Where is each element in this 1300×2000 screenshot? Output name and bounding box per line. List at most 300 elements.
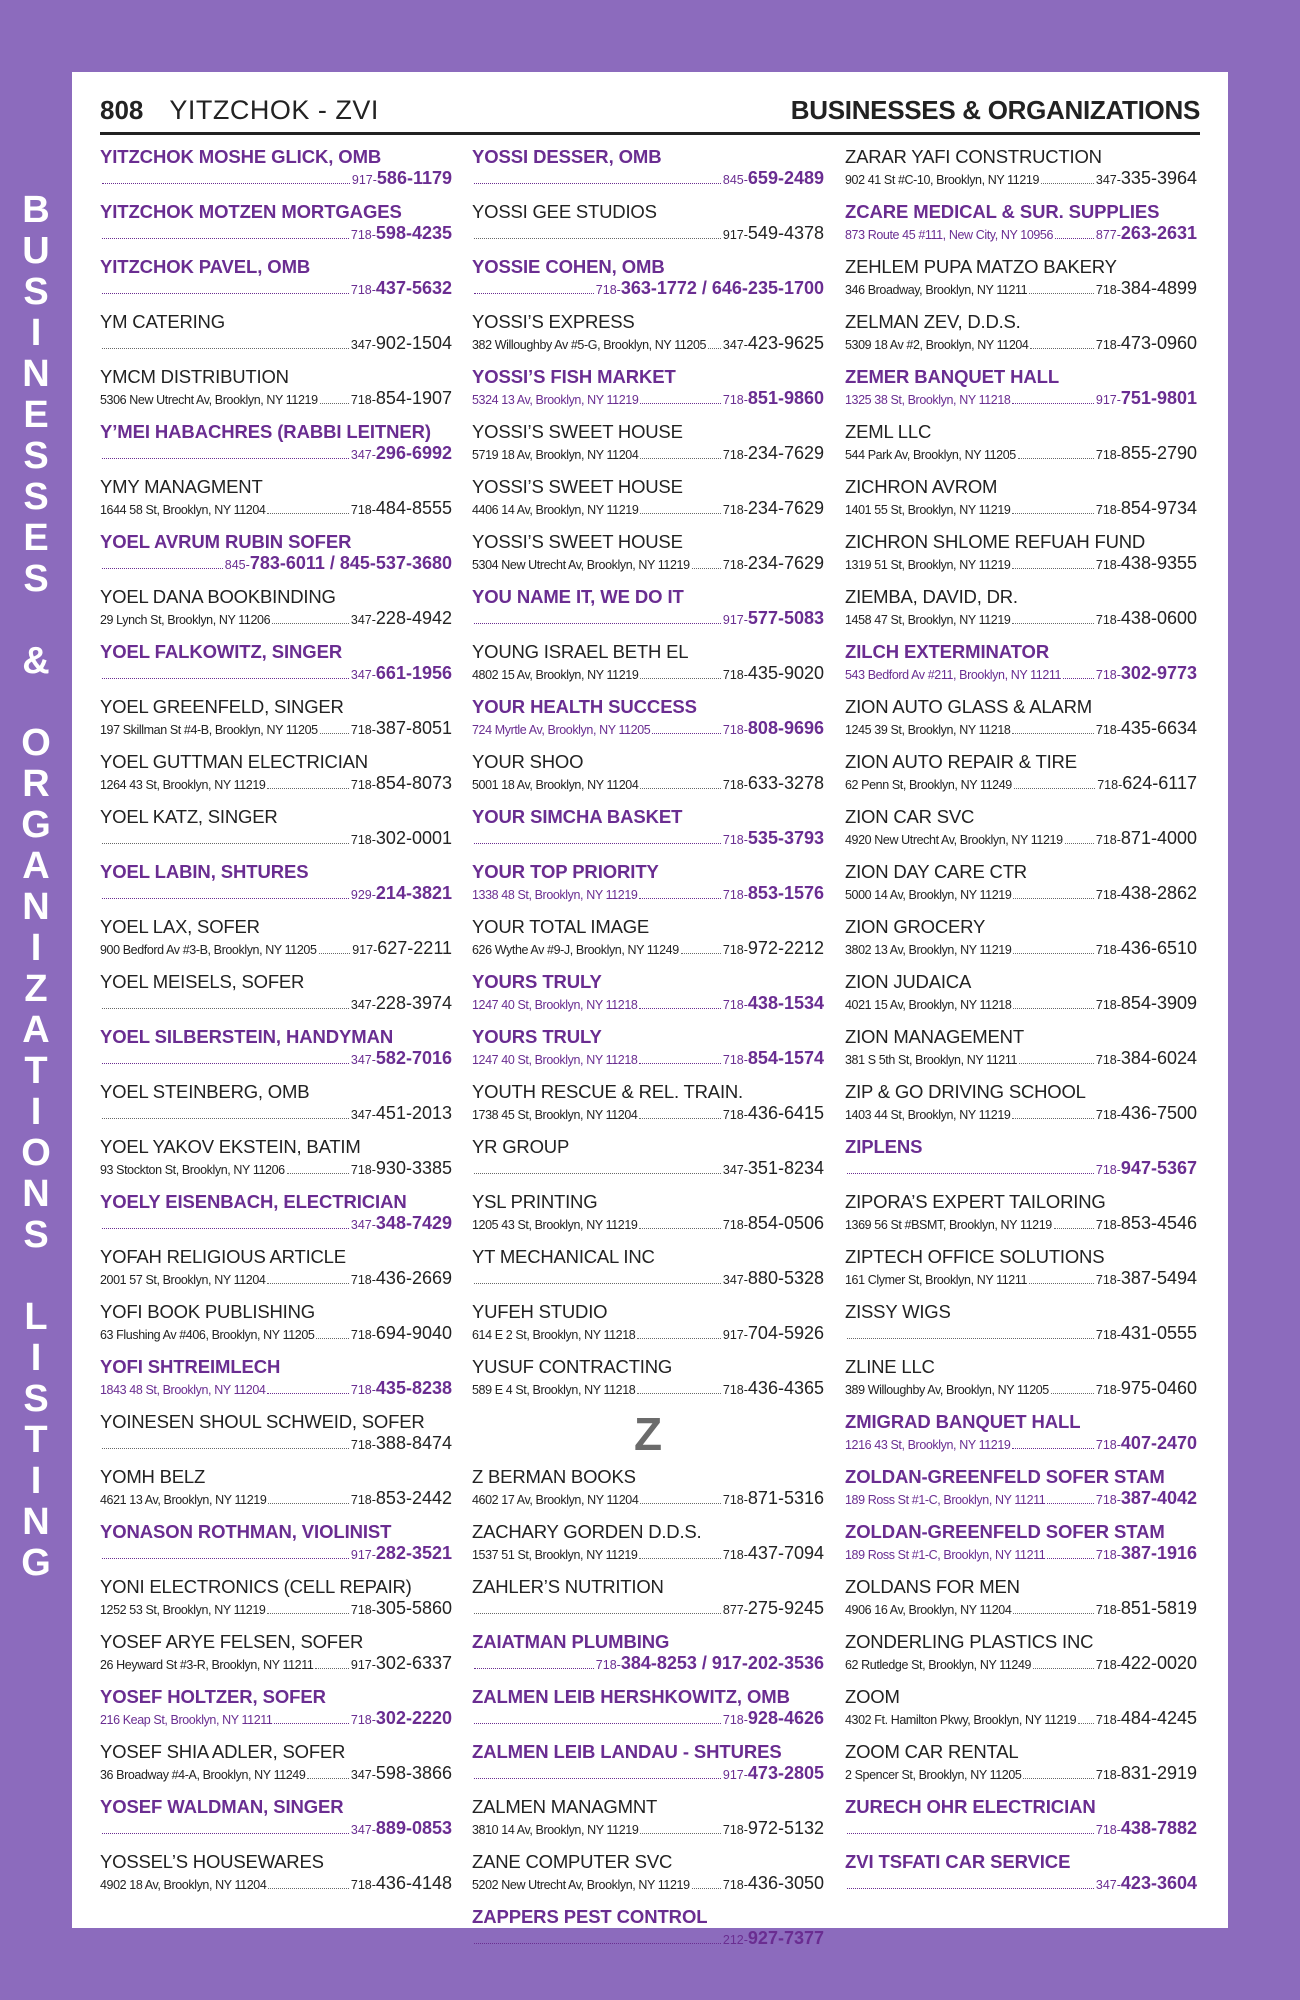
phone-area-code: 718-: [1095, 1163, 1121, 1177]
listing-entry: [472, 1737, 824, 1792]
business-name: ZIPLENS: [845, 1136, 923, 1157]
listing-entry: [472, 142, 824, 197]
listing-detail-line: [845, 828, 1197, 850]
phone-number: [351, 1048, 452, 1069]
business-address: 5306 New Utrecht Av, Brooklyn, NY 11219: [100, 393, 318, 407]
listing-entry: [100, 1242, 452, 1297]
dot-leader: [102, 567, 223, 569]
phone-number: [1096, 553, 1197, 574]
listing-detail-line: [472, 1323, 824, 1345]
phone-digits: 436-6510: [1120, 938, 1197, 958]
phone-number: [351, 388, 452, 409]
business-name: YOMH BELZ: [100, 1466, 206, 1487]
phone-area-code: 718-: [1095, 1383, 1121, 1397]
phone-digits: 436-4148: [375, 1873, 452, 1893]
business-address: 4406 14 Av, Brooklyn, NY 11219: [472, 503, 639, 517]
phone-number: [723, 388, 824, 409]
dot-leader: [1013, 1007, 1094, 1009]
dot-leader: [639, 1117, 720, 1119]
phone-area-code: 718-: [1095, 1493, 1121, 1507]
phone-digits: 387-1916: [1120, 1543, 1197, 1563]
listing-entry: [472, 252, 824, 307]
listing-entry: [845, 1407, 1197, 1462]
side-tab-letter: A: [22, 1009, 50, 1051]
business-name: YOURS TRULY: [472, 1026, 602, 1047]
phone-area-code: 718-: [1095, 613, 1121, 627]
phone-area-code: 718-: [350, 1603, 376, 1617]
phone-area-code: 718-: [1095, 723, 1121, 737]
phone-number: [1096, 1653, 1197, 1674]
listing-entry: [100, 1352, 452, 1407]
phone-number: [1096, 1158, 1197, 1179]
listing-detail-line: [845, 1433, 1197, 1455]
business-name: YOEL DANA BOOKBINDING: [100, 586, 336, 607]
phone-number: [723, 1598, 824, 1619]
business-address: 1369 56 St #BSMT, Brooklyn, NY 11219: [845, 1218, 1052, 1232]
business-name: YOELY EISENBACH, ELECTRICIAN: [100, 1191, 407, 1212]
business-address: 1264 43 St, Brooklyn, NY 11219: [100, 778, 266, 792]
dot-leader: [102, 292, 349, 294]
listing-detail-line: [845, 1543, 1197, 1565]
phone-area-code: 347-: [350, 448, 376, 462]
phone-digits: 854-9734: [1120, 498, 1197, 518]
phone-digits: 435-6634: [1120, 718, 1197, 738]
phone-area-code: 718-: [722, 1108, 748, 1122]
dot-leader: [102, 237, 349, 239]
phone-area-code: 718-: [722, 1218, 748, 1232]
side-tab-letter: I: [30, 1460, 42, 1502]
business-address: 1403 44 St, Brooklyn, NY 11219: [845, 1108, 1011, 1122]
business-name: ZION AUTO REPAIR & TIRE: [845, 751, 1077, 772]
listing-detail-line: [472, 333, 824, 355]
business-address: 1245 39 St, Brooklyn, NY 11218: [845, 723, 1011, 737]
listing-detail-line: [472, 773, 824, 795]
phone-area-code: 917-: [722, 613, 748, 627]
business-name: ZANE COMPUTER SVC: [472, 1851, 673, 1872]
phone-number: [723, 938, 824, 959]
business-address: 5000 14 Av, Brooklyn, NY 11219: [845, 888, 1012, 902]
phone-area-code: 718-: [1095, 998, 1121, 1012]
phone-number: [351, 1433, 452, 1454]
listing-entry: [472, 857, 824, 912]
phone-number: [723, 718, 824, 739]
phone-digits: 853-2442: [375, 1488, 452, 1508]
phone-digits: 880-5328: [747, 1268, 824, 1288]
phone-digits: 438-7882: [1120, 1818, 1197, 1838]
listing-detail-line: [845, 1323, 1197, 1345]
listing-detail-line: [472, 1543, 824, 1565]
business-name: YOSEF WALDMAN, SINGER: [100, 1796, 344, 1817]
business-address: 197 Skillman St #4-B, Brooklyn, NY 11205: [100, 723, 318, 737]
side-tab-letter: &: [22, 640, 50, 682]
side-tab-letter: T: [24, 1419, 48, 1461]
dot-leader: [639, 897, 720, 899]
dot-leader: [1012, 622, 1093, 624]
phone-digits: 598-3866: [375, 1763, 452, 1783]
listing-entry: [472, 417, 824, 472]
phone-number: [723, 443, 824, 464]
listing-entry: [845, 1132, 1197, 1187]
dot-leader: [1012, 512, 1093, 514]
listing-detail-line: [845, 223, 1197, 245]
phone-number: [351, 1378, 452, 1399]
phone-digits: 436-7500: [1120, 1103, 1197, 1123]
listing-entry: [100, 362, 452, 417]
phone-number: [1096, 828, 1197, 849]
listing-detail-line: [845, 993, 1197, 1015]
business-name: ZION JUDAICA: [845, 971, 972, 992]
phone-area-code: 718-: [1095, 338, 1121, 352]
phone-digits: 422-0020: [1120, 1653, 1197, 1673]
listing-detail-line: [100, 1873, 452, 1895]
phone-digits: 549-4378: [747, 223, 824, 243]
phone-area-code: 917-: [722, 1328, 748, 1342]
business-address: 1205 43 St, Brooklyn, NY 11219: [472, 1218, 638, 1232]
listing-detail-line: [100, 168, 452, 190]
phone-number: [723, 498, 824, 519]
side-tab-letter: I: [30, 1337, 42, 1379]
business-name: ZAPPERS PEST CONTROL: [472, 1906, 708, 1927]
listing-detail-line: [100, 608, 452, 630]
phone-number: [1096, 1708, 1197, 1729]
dot-leader: [1054, 1227, 1094, 1229]
listing-detail-line: [845, 1158, 1197, 1180]
dot-leader: [692, 1887, 721, 1889]
business-name: ZIPTECH OFFICE SOLUTIONS: [845, 1246, 1105, 1267]
phone-area-code: 718-: [350, 833, 376, 847]
business-name: YUSUF CONTRACTING: [472, 1356, 673, 1377]
business-name: YOSSI’S EXPRESS: [472, 311, 635, 332]
business-name: YOEL SILBERSTEIN, HANDYMAN: [100, 1026, 394, 1047]
listing-detail-line: [845, 1103, 1197, 1125]
phone-area-code: 718-: [722, 888, 748, 902]
phone-area-code: 718-: [722, 1493, 748, 1507]
listing-detail-line: [845, 1378, 1197, 1400]
phone-area-code: 718-: [722, 1713, 748, 1727]
phone-digits: 473-2805: [747, 1763, 824, 1783]
business-address: 5304 New Utrecht Av, Brooklyn, NY 11219: [472, 558, 690, 572]
dot-leader: [652, 732, 721, 734]
listing-entry: [472, 1352, 824, 1407]
side-tab-letter: S: [23, 1378, 49, 1420]
phone-area-code: 718-: [1095, 503, 1121, 517]
business-name: ZION DAY CARE CTR: [845, 861, 1027, 882]
phone-digits: 854-1907: [375, 388, 452, 408]
phone-area-code: 718-: [350, 1163, 376, 1177]
phone-digits: 854-3909: [1120, 993, 1197, 1013]
listing-column-1: [100, 142, 452, 1902]
dot-leader: [847, 1887, 1094, 1889]
listing-detail-line: [100, 883, 452, 905]
listing-entry: [845, 307, 1197, 362]
listing-entry: [472, 1187, 824, 1242]
phone-digits: 751-9801: [1120, 388, 1197, 408]
phone-area-code: 718-: [1095, 1328, 1121, 1342]
letter-range: YITZCHOK - ZVI: [169, 95, 379, 125]
listing-entry: [100, 637, 452, 692]
dot-leader: [268, 1887, 349, 1889]
phone-area-code: 718-: [350, 1438, 376, 1452]
side-tab-letter: I: [30, 312, 42, 354]
phone-area-code: 347-: [722, 338, 748, 352]
phone-area-code: 718-: [722, 393, 748, 407]
phone-digits: 431-0555: [1120, 1323, 1197, 1343]
business-name: ZMIGRAD BANQUET HALL: [845, 1411, 1081, 1432]
business-name: YOFAH RELIGIOUS ARTICLE: [100, 1246, 346, 1267]
phone-area-code: 877-: [1095, 228, 1121, 242]
business-name: YOEL FALKOWITZ, SINGER: [100, 641, 343, 662]
dot-leader: [1041, 182, 1094, 184]
listing-entry: [100, 527, 452, 582]
listing-entry: [472, 1517, 824, 1572]
listing-entry: [845, 142, 1197, 197]
listing-detail-line: [845, 663, 1197, 685]
business-name: YOFI BOOK PUBLISHING: [100, 1301, 315, 1322]
business-name: ZOLDAN-GREENFELD SOFER STAM: [845, 1466, 1165, 1487]
phone-number: [723, 1268, 824, 1289]
business-address: 4021 15 Av, Brooklyn, NY 11218: [845, 998, 1012, 1012]
phone-area-code: 718-: [1095, 448, 1121, 462]
side-tab-letter: S: [23, 435, 49, 477]
business-name: YITZCHOK MOTZEN MORTGAGES: [100, 201, 402, 222]
phone-digits: 853-1576: [747, 883, 824, 903]
phone-number: [723, 993, 824, 1014]
business-name: YOEL YAKOV EKSTEIN, BATIM: [100, 1136, 361, 1157]
listing-detail-line: [472, 1268, 824, 1290]
business-address: 1537 51 St, Brooklyn, NY 11219: [472, 1548, 638, 1562]
listing-entry: [472, 1462, 824, 1517]
letter-heading: [472, 1407, 824, 1462]
listing-entry: [845, 1792, 1197, 1847]
listing-detail-line: [845, 1873, 1197, 1895]
phone-digits: 387-8051: [375, 718, 452, 738]
phone-digits: 661-1956: [375, 663, 452, 683]
phone-digits: 437-5632: [375, 278, 452, 298]
phone-number: [1096, 1543, 1197, 1564]
business-address: 614 E 2 St, Brooklyn, NY 11218: [472, 1328, 636, 1342]
listing-entry: [845, 472, 1197, 527]
phone-number: [351, 1213, 452, 1234]
phone-number: [351, 333, 452, 354]
business-name: ZION MANAGEMENT: [845, 1026, 1024, 1047]
listing-detail-line: [472, 1103, 824, 1125]
dot-leader: [102, 1832, 349, 1834]
business-address: 4621 13 Av, Brooklyn, NY 11219: [100, 1493, 267, 1507]
business-name: ZARAR YAFI CONSTRUCTION: [845, 146, 1102, 167]
business-address: 5309 18 Av #2, Brooklyn, NY 11204: [845, 338, 1029, 352]
phone-digits: 363-1772 / 646-235-1700: [620, 278, 824, 298]
phone-digits: 851-5819: [1120, 1598, 1197, 1618]
phone-number: [1096, 1763, 1197, 1784]
listing-entry: [100, 1462, 452, 1517]
side-tab-letter: O: [21, 1132, 51, 1174]
side-tab-letter: N: [22, 1501, 50, 1543]
dot-leader: [102, 347, 349, 349]
phone-digits: 348-7429: [375, 1213, 452, 1233]
business-name: YITZCHOK MOSHE GLICK, OMB: [100, 146, 382, 167]
phone-digits: 889-0853: [375, 1818, 452, 1838]
phone-number: [723, 1708, 824, 1729]
dot-leader: [1014, 787, 1095, 789]
dot-leader: [1019, 1062, 1094, 1064]
listing-column-2: [472, 142, 824, 1957]
phone-area-code: 845-: [722, 173, 748, 187]
phone-number: [1096, 1598, 1197, 1619]
business-address: 189 Ross St #1-C, Brooklyn, NY 11211: [845, 1493, 1046, 1507]
phone-area-code: 718-: [595, 1658, 621, 1672]
listing-detail-line: [100, 1598, 452, 1620]
phone-area-code: 718-: [1095, 833, 1121, 847]
dot-leader: [320, 732, 349, 734]
dot-leader: [474, 292, 594, 294]
listing-entry: [100, 747, 452, 802]
business-address: 589 E 4 St, Brooklyn, NY 11218: [472, 1383, 636, 1397]
phone-area-code: 917-: [351, 173, 377, 187]
phone-number: [351, 608, 452, 629]
business-name: YOSSI’S SWEET HOUSE: [472, 421, 683, 442]
dot-leader: [847, 1172, 1094, 1174]
business-name: YOSSI’S FISH MARKET: [472, 366, 676, 387]
dot-leader: [474, 237, 721, 239]
dot-leader: [267, 787, 348, 789]
phone-number: [351, 828, 452, 849]
phone-area-code: 212-: [722, 1933, 748, 1947]
business-name: YSL PRINTING: [472, 1191, 598, 1212]
dot-leader: [474, 1172, 721, 1174]
business-address: 62 Penn St, Brooklyn, NY 11249: [845, 778, 1012, 792]
phone-number: [1096, 1818, 1197, 1839]
business-name: YOUNG ISRAEL BETH EL: [472, 641, 689, 662]
phone-digits: 384-6024: [1120, 1048, 1197, 1068]
listing-detail-line: [845, 1818, 1197, 1840]
listing-entry: [845, 1847, 1197, 1902]
listing-entry: [472, 747, 824, 802]
side-tab-letter: R: [22, 763, 50, 805]
business-address: 2001 57 St, Brooklyn, NY 11204: [100, 1273, 266, 1287]
business-name: Y’MEI HABACHRES (RABBI LEITNER): [100, 421, 431, 442]
listing-entry: [100, 1132, 452, 1187]
phone-area-code: 347-: [350, 1053, 376, 1067]
business-address: 189 Ross St #1-C, Brooklyn, NY 11211: [845, 1548, 1046, 1562]
listing-entry: [100, 1187, 452, 1242]
business-address: 4920 New Utrecht Av, Brooklyn, NY 11219: [845, 833, 1063, 847]
business-address: 29 Lynch St, Brooklyn, NY 11206: [100, 613, 271, 627]
listing-detail-line: [845, 388, 1197, 410]
phone-area-code: 718-: [1095, 1768, 1121, 1782]
business-name: ZIP & GO DRIVING SCHOOL: [845, 1081, 1086, 1102]
listing-detail-line: [472, 1708, 824, 1730]
business-address: 1458 47 St, Brooklyn, NY 11219: [845, 613, 1011, 627]
phone-area-code: 718-: [350, 723, 376, 737]
listing-detail-line: [100, 443, 452, 465]
phone-digits: 927-7377: [747, 1928, 824, 1948]
phone-digits: 535-3793: [747, 828, 824, 848]
letter-heading-text: Z: [633, 1408, 663, 1460]
listing-entry: [472, 197, 824, 252]
listing-column-3: [845, 142, 1197, 1902]
listing-entry: [472, 1627, 824, 1682]
side-tab-letter: G: [21, 804, 51, 846]
dot-leader: [639, 1062, 720, 1064]
phone-area-code: 718-: [1095, 888, 1121, 902]
phone-area-code: 718-: [1095, 1823, 1121, 1837]
phone-area-code: 917-: [352, 943, 378, 957]
listing-entry: [472, 1132, 824, 1187]
business-name: YOFI SHTREIMLECH: [100, 1356, 281, 1377]
business-name: YOEL AVRUM RUBIN SOFER: [100, 531, 352, 552]
phone-area-code: 845-: [224, 558, 250, 572]
dot-leader: [474, 1282, 721, 1284]
listing-detail-line: [100, 993, 452, 1015]
phone-number: [723, 1323, 824, 1344]
listing-detail-line: [472, 828, 824, 850]
phone-number: [723, 168, 824, 189]
dot-leader: [637, 1337, 721, 1339]
phone-digits: 438-9355: [1120, 553, 1197, 573]
phone-number: [351, 1543, 452, 1564]
dot-leader: [1033, 1667, 1094, 1669]
business-name: ZALMEN LEIB HERSHKOWITZ, OMB: [472, 1686, 790, 1707]
listing-detail-line: [472, 168, 824, 190]
dot-leader: [268, 1502, 349, 1504]
page-number: 808: [100, 95, 144, 125]
dot-leader: [1012, 402, 1093, 404]
listing-entry: [100, 692, 452, 747]
phone-number: [351, 1488, 452, 1509]
listing-entry: [472, 307, 824, 362]
dot-leader: [847, 1832, 1094, 1834]
listing-detail-line: [100, 1708, 452, 1730]
business-name: YOU NAME IT, WE DO IT: [472, 586, 684, 607]
listing-entry: [845, 857, 1197, 912]
business-name: ZVI TSFATI CAR SERVICE: [845, 1851, 1071, 1872]
listing-detail-line: [100, 1488, 452, 1510]
business-name: YOINESEN SHOUL SCHWEID, SOFER: [100, 1411, 425, 1432]
business-address: 63 Flushing Av #406, Brooklyn, NY 11205: [100, 1328, 315, 1342]
phone-number: [723, 1928, 824, 1949]
listing-entry: [100, 1627, 452, 1682]
listing-entry: [845, 1242, 1197, 1297]
phone-digits: 947-5367: [1120, 1158, 1197, 1178]
phone-area-code: 718-: [350, 228, 376, 242]
dot-leader: [102, 182, 350, 184]
phone-area-code: 718-: [722, 1053, 748, 1067]
business-name: YOEL LABIN, SHTURES: [100, 861, 309, 882]
phone-digits: 437-7094: [747, 1543, 824, 1563]
listing-detail-line: [845, 1708, 1197, 1730]
listing-entry: [472, 472, 824, 527]
phone-digits: 854-8073: [375, 773, 452, 793]
phone-number: [723, 1158, 824, 1179]
dot-leader: [274, 1722, 348, 1724]
side-tab-letter: S: [23, 271, 49, 313]
dot-leader: [474, 182, 721, 184]
phone-digits: 234-7629: [747, 498, 824, 518]
phone-number: [1096, 1048, 1197, 1069]
phone-area-code: 718-: [1097, 778, 1123, 792]
dot-leader: [1013, 1612, 1094, 1614]
phone-area-code: 718-: [1095, 558, 1121, 572]
listing-entry: [472, 802, 824, 857]
business-name: YOSSI’S SWEET HOUSE: [472, 531, 683, 552]
listing-detail-line: [472, 938, 824, 960]
phone-number: [1096, 1378, 1197, 1399]
business-address: 1252 53 St, Brooklyn, NY 11219: [100, 1603, 266, 1617]
business-name: YOEL LAX, SOFER: [100, 916, 260, 937]
listing-entry: [845, 417, 1197, 472]
listing-entry: [845, 1572, 1197, 1627]
phone-area-code: 347-: [722, 1273, 748, 1287]
